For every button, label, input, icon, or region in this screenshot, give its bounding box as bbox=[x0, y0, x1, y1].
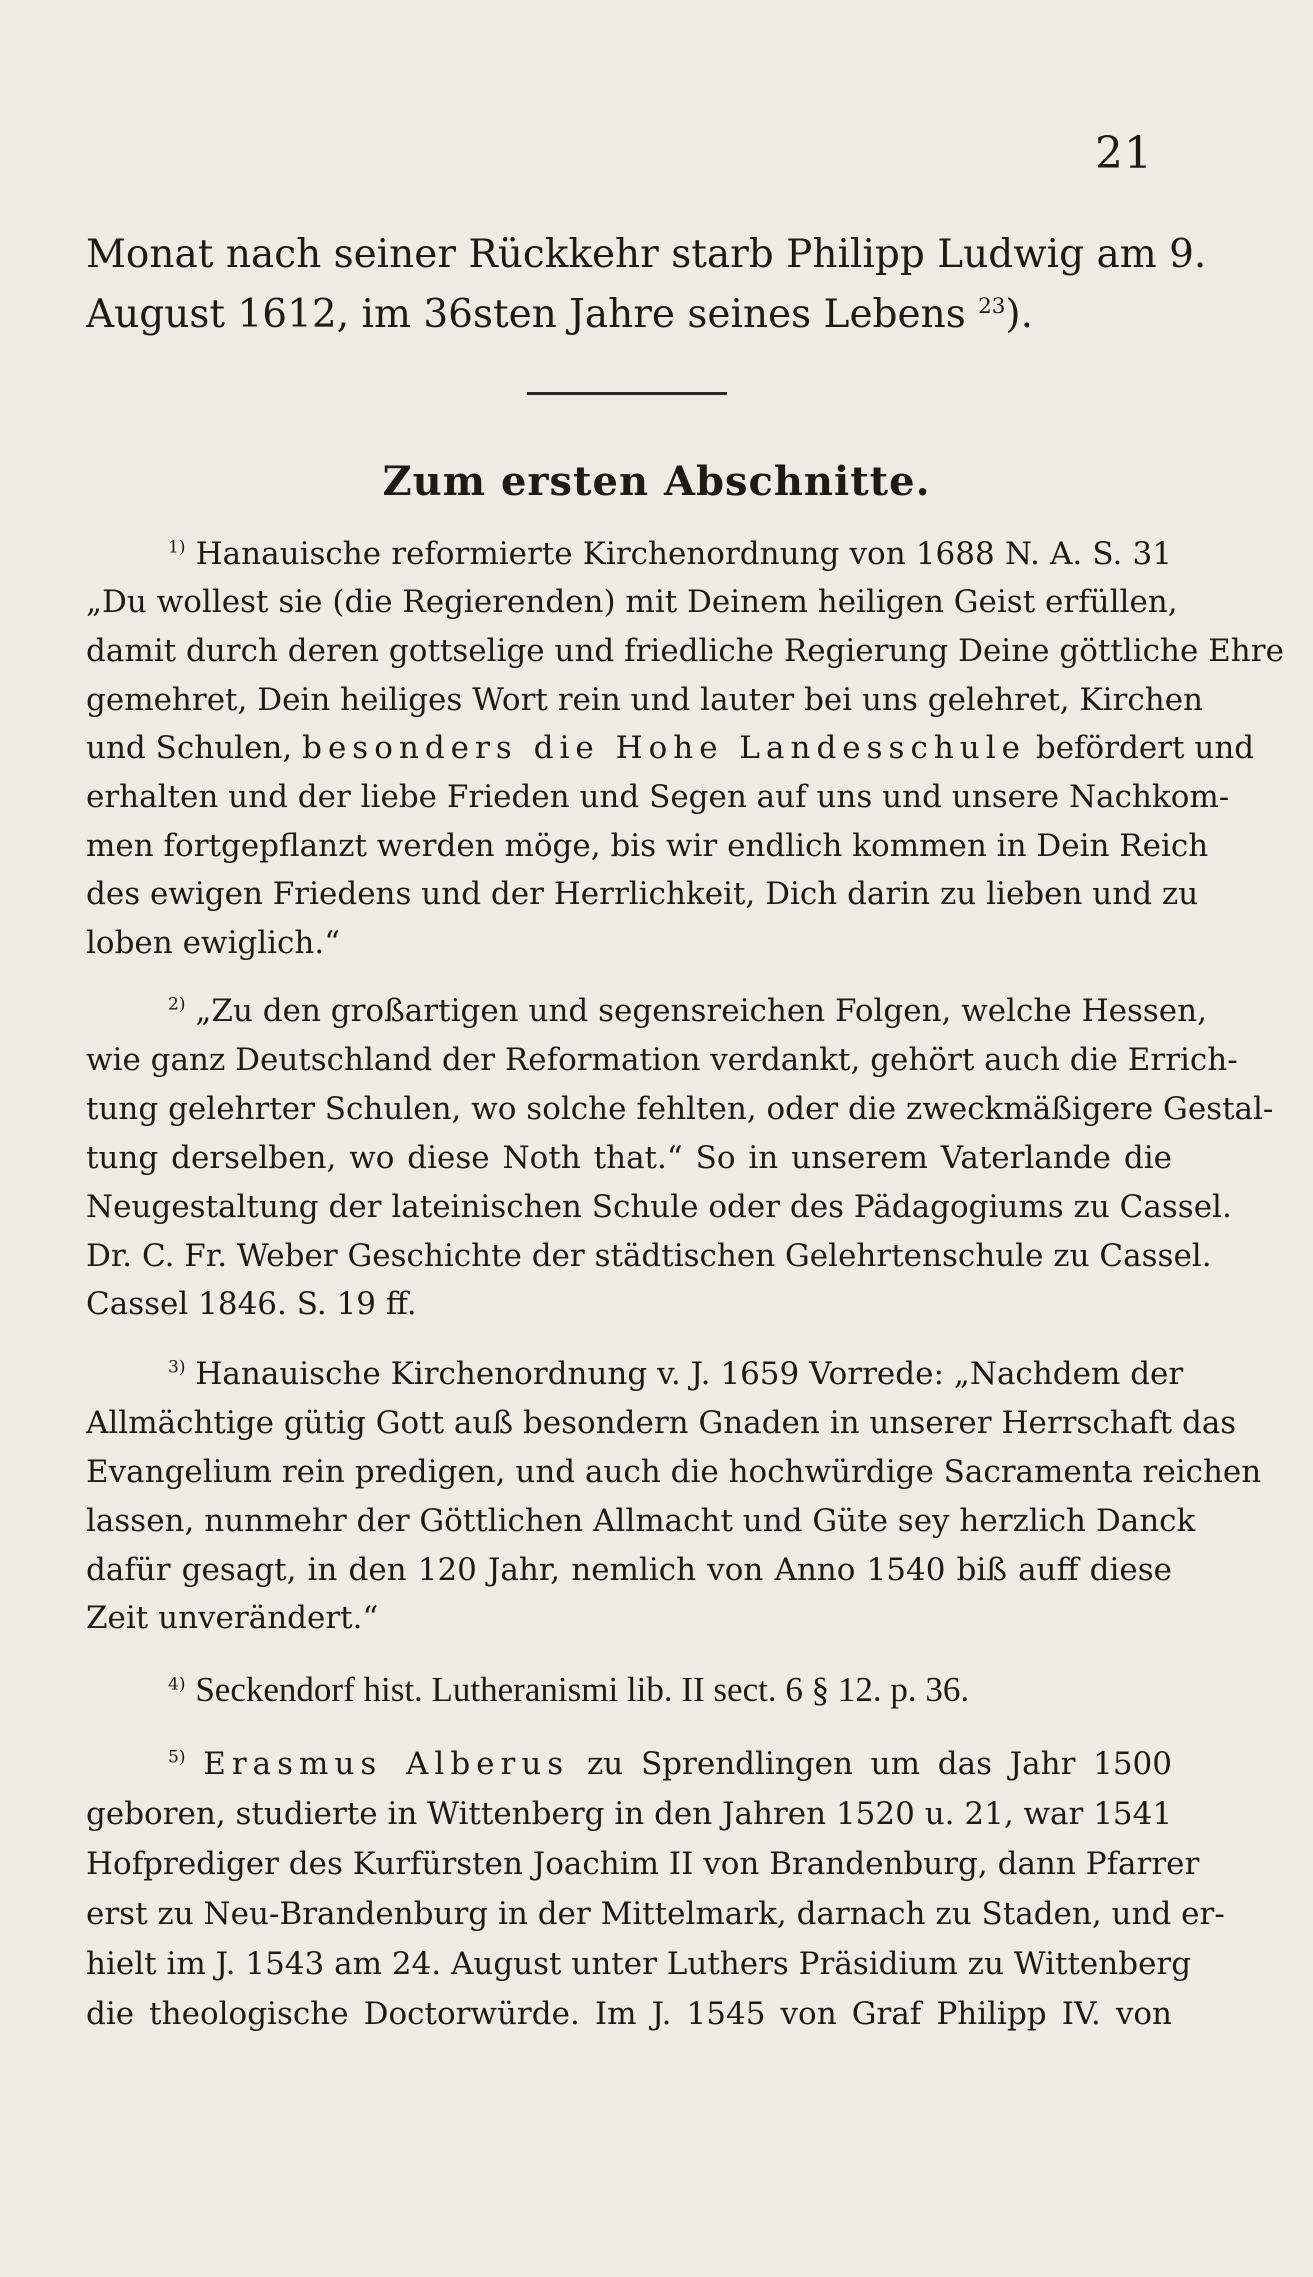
main-text-line-2-body: August 1612, im 36sten Jahre seines Lebens bbox=[86, 292, 966, 337]
footnote-2-text: „Zu den großartigen und segensreichen Folgen, welche Hessen, bbox=[195, 993, 1207, 1029]
main-text-line-2 bbox=[86, 292, 1172, 337]
footnote-3-line: Evangelium rein predigen, und auch die hochwürdige Sacramenta reichen bbox=[86, 1454, 1262, 1490]
footnote-2-line: tung derselben, wo diese Noth that.“ So in unserem Vaterlande die bbox=[86, 1140, 1172, 1176]
footnote-5-line: Hofprediger des Kurfürsten Joachim II von Brandenburg, dann Pfarrer bbox=[86, 1846, 1200, 1882]
separator-rule bbox=[527, 392, 727, 395]
footnote-4-marker: 4) bbox=[168, 1674, 186, 1695]
footnote-5-line bbox=[86, 1746, 1172, 1782]
footnote-2-line: Cassel 1846. S. 19 ff. bbox=[86, 1286, 417, 1322]
main-text-line-1: Monat nach seiner Rückkehr starb Philipp Ludwig am 9. bbox=[86, 232, 1207, 277]
footnote-2-line: Dr. C. Fr. Weber Geschichte der städtischen Gelehrtenschule zu Cassel. bbox=[86, 1238, 1212, 1274]
page-number: 21 bbox=[1095, 128, 1153, 179]
footnote-5-line: erst zu Neu-Brandenburg in der Mittelmark, darnach zu Staden, und er- bbox=[86, 1896, 1225, 1932]
footnote-2-line bbox=[86, 993, 1207, 1029]
footnote-3-line: lassen, nunmehr der Göttlichen Allmacht und Güte sey herzlich Danck bbox=[86, 1503, 1196, 1539]
footnote-3-line: dafür gesagt, in den 120 Jahr, nemlich von Anno 1540 biß auff diese bbox=[86, 1552, 1172, 1588]
main-text-line-2-end: ). bbox=[1005, 292, 1034, 337]
footnote-4-text: Seckendorf hist. Lutheranismi lib. II sect. 6 § 12. p. 36. bbox=[195, 1670, 970, 1709]
footnote-2-line: wie ganz Deutschland der Reformation verdankt, gehört auch die Errich- bbox=[86, 1042, 1238, 1078]
footnote-1-line bbox=[86, 730, 1255, 766]
footnote-1-emphasis: besonders die Hohe Landesschule bbox=[302, 730, 1027, 766]
section-heading: Zum ersten Abschnitte. bbox=[382, 458, 931, 505]
footnote-1-line: „Du wollest sie (die Regierenden) mit Deinem heiligen Geist erfüllen, bbox=[86, 584, 1178, 620]
footnote-2-line: Neugestaltung der lateinischen Schule oder des Pädagogiums zu Cassel. bbox=[86, 1189, 1232, 1225]
footnote-2-line: tung gelehrter Schulen, wo solche fehlten, oder die zweckmäßigere Gestal- bbox=[86, 1091, 1274, 1127]
footnote-1-line: des ewigen Friedens und der Herrlichkeit, Dich darin zu lieben und zu bbox=[86, 876, 1199, 912]
footnote-5-marker: 5) bbox=[168, 1747, 186, 1768]
footnote-4-line bbox=[86, 1670, 1172, 1710]
footnote-3-line: Zeit unverändert.“ bbox=[86, 1600, 379, 1636]
footnote-1-line: erhalten und der liebe Frieden und Segen auf uns und unsere Nachkom- bbox=[86, 779, 1230, 815]
footnote-3-marker: 3) bbox=[168, 1357, 186, 1378]
footnote-3-line: Allmächtige gütig Gott auß besondern Gnaden in unserer Herrschaft das bbox=[86, 1405, 1237, 1441]
footnote-1-line: loben ewiglich.“ bbox=[86, 925, 341, 961]
footnote-2-marker: 2) bbox=[168, 994, 186, 1015]
footnote-1-text: und Schulen, bbox=[86, 730, 293, 766]
footnote-1-line: men fortgepflanzt werden möge, bis wir endlich kommen in Dein Reich bbox=[86, 828, 1209, 864]
footnote-5-line: die theologische Doctorwürde. Im J. 1545 von Graf Philipp IV. von bbox=[86, 1996, 1172, 2032]
footnote-1-marker: 1) bbox=[168, 537, 186, 558]
footnote-1-line: gemehret, Dein heiliges Wort rein und lauter bei uns gelehret, Kirchen bbox=[86, 682, 1204, 718]
footnote-3-text: Hanauische Kirchenordnung v. J. 1659 Vorrede: „Nachdem der bbox=[195, 1356, 1184, 1392]
footnote-reference: 23 bbox=[978, 294, 1006, 319]
footnote-5-text: zu Sprendlingen um das Jahr 1500 bbox=[586, 1746, 1172, 1782]
footnote-1-line bbox=[86, 536, 1172, 572]
footnote-3-line bbox=[86, 1356, 1184, 1392]
footnote-1-line: damit durch deren gottselige und friedliche Regierung Deine göttliche Ehre bbox=[86, 633, 1284, 669]
footnote-5-emphasis: Erasmus Alberus bbox=[203, 1746, 570, 1782]
footnote-5-line: geboren, studierte in Wittenberg in den Jahren 1520 u. 21, war 1541 bbox=[86, 1796, 1173, 1832]
footnote-1-text: Hanauische reformierte Kirchenordnung von 1688 N. A. S. 31 bbox=[195, 536, 1172, 572]
footnote-1-text: befördert und bbox=[1035, 730, 1255, 766]
footnote-5-line: hielt im J. 1543 am 24. August unter Luthers Präsidium zu Wittenberg bbox=[86, 1946, 1192, 1982]
